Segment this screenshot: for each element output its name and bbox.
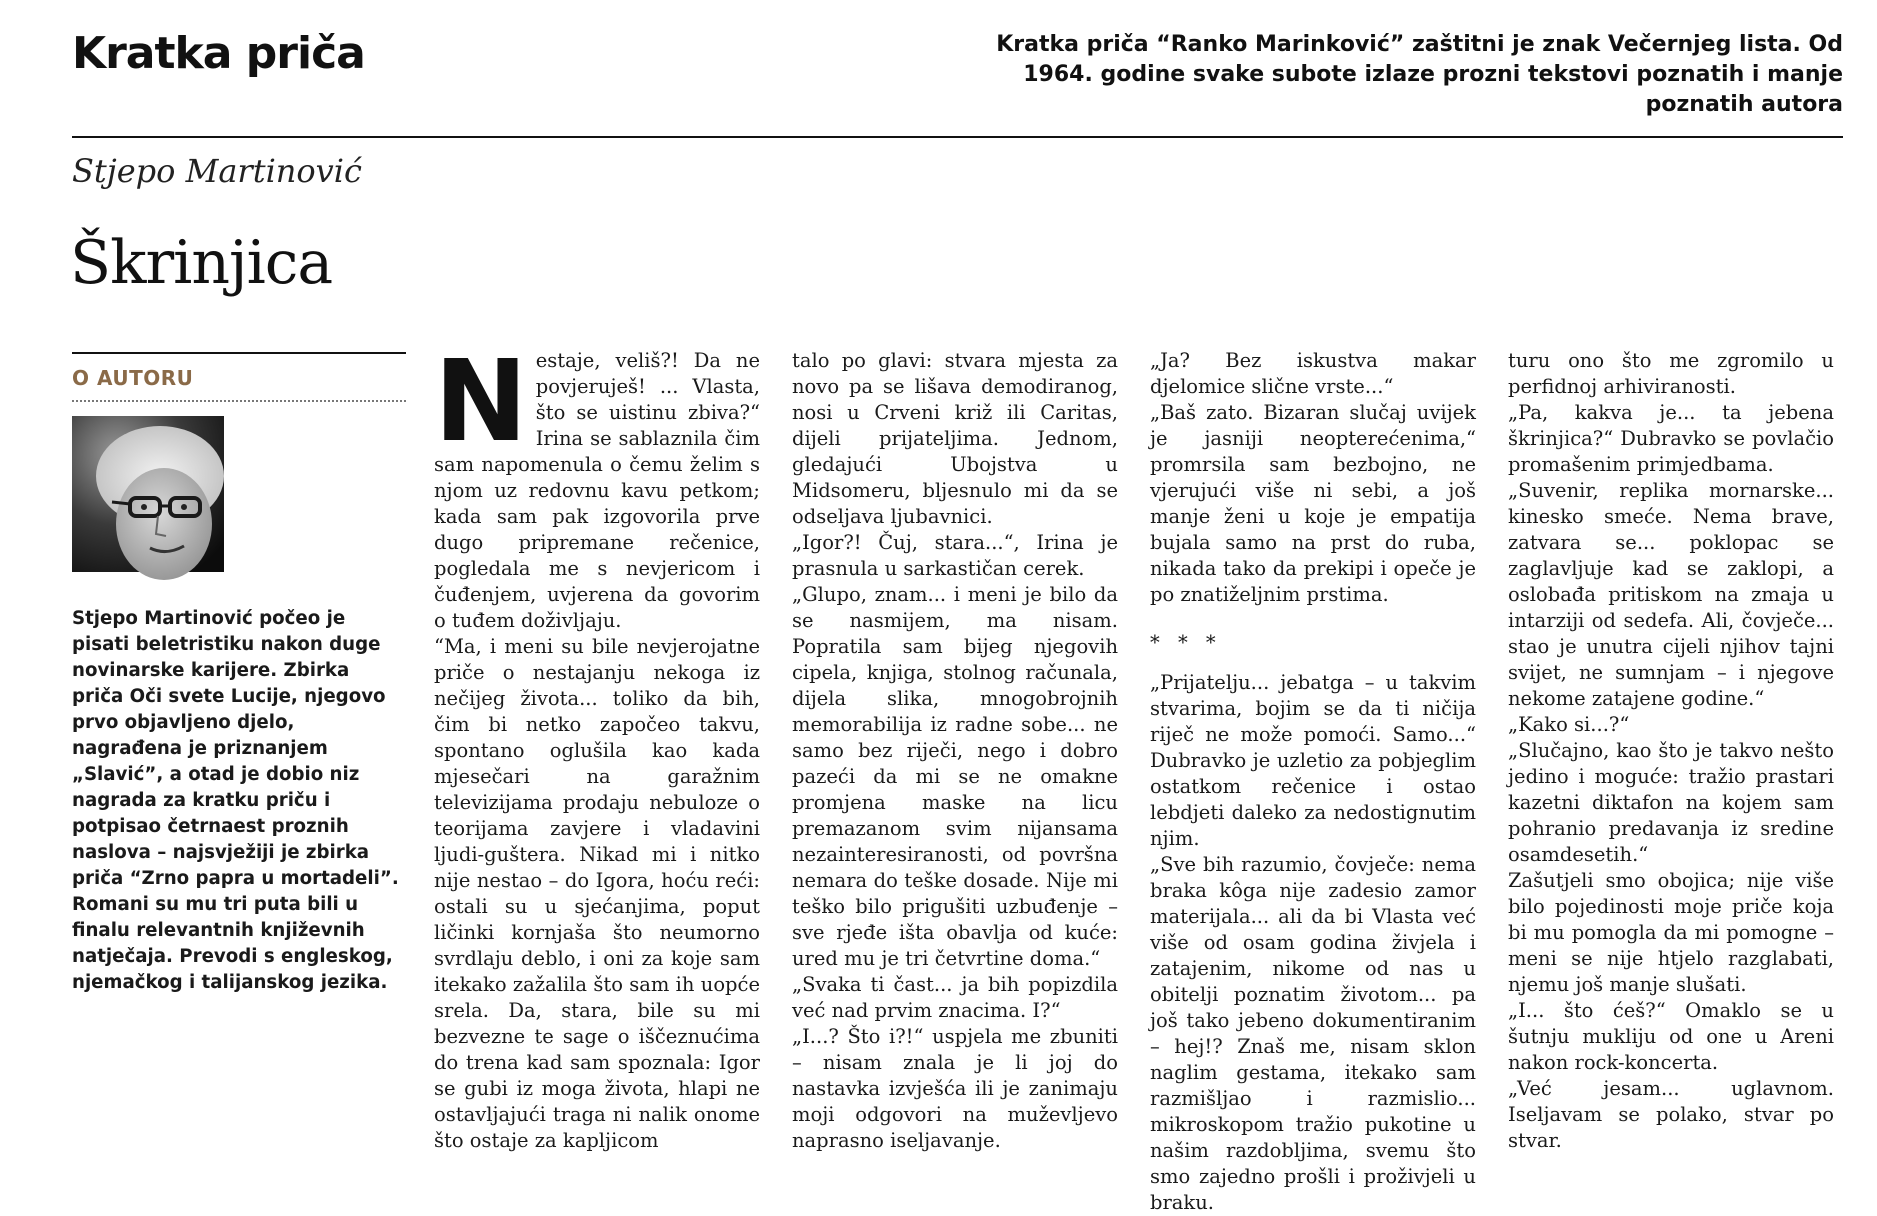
paragraph: „Igor?! Čuj, stara...“, Irina je prasnula u sarkastičan cerek. — [792, 531, 1118, 580]
sidebar-dotted-divider — [72, 400, 406, 402]
author-portrait-photo — [72, 416, 224, 572]
article-column-1 — [434, 337, 760, 1152]
article-column-3 — [1150, 348, 1476, 1214]
story-title: Škrinjica — [70, 228, 333, 298]
paragraph: „Suvenir, replika mornarske... kinesko smeće. Nema brave, zatvara se... poklopac se zaglavljuje kad se zaklopi, a oslobađa pritiskom na zmaja u intarziji od sedefa. Ali, čovječe... stao je unutra cijeli njihov tajni svijet, ne sumnjam – i njegove nekome zatajene godine.“ — [1508, 479, 1834, 710]
paragraph: „Svaka ti čast... ja bih popizdila već nad prvim znacima. I?“ — [792, 973, 1118, 1022]
paragraph: „Ja? Bez iskustva makar djelomice slične vrste...“ — [1150, 349, 1476, 398]
paragraph: „I... što ćeš?“ Omaklo se u šutnju mukliju od one u Areni nakon rock-koncerta. — [1508, 999, 1834, 1074]
section-title: Kratka priča — [72, 28, 365, 79]
section-break: * * * — [1150, 631, 1222, 654]
article-column-4 — [1508, 348, 1834, 1152]
paragraph: Zašutjeli smo obojica; nije više bilo pojedinosti moje priče koja bi mu pomogla da mi pomogne – meni se nije htjelo razglabati, njemu još manje slušati. — [1508, 869, 1834, 996]
paragraph: „Kako si...?“ — [1508, 713, 1630, 736]
paragraph: „Glupo, znam... i meni je bilo da se nasmijem, ma nisam. Popratila sam bijeg njegovih cipela, knjiga, stolnog računala, dijela slika, mnogobrojnih memorabilija iz radne sobe... ne samo bez riječi, nego i dobro pazeći da mi se ne omakne promjena maske na licu premazanom svim nijansama nezainteresiranosti, od površna nemara do teške dosade. Nije mi teško bilo prigušiti uzbuđenje – sve rjeđe išta obavlja od kuće: ured mu je tri četvrtine doma.“ — [792, 583, 1118, 970]
paragraph: talo po glavi: stvara mjesta za novo pa se lišava demodiranog, nosi u Crveni križ ili Caritas, dijeli prijateljima. Jednom, gledajući Ubojstva u Midsomeru, bljesnulo mi da se odseljava ljubavnici. — [792, 349, 1118, 528]
paragraph: turu ono što me zgromilo u perfidnoj arhiviranosti. — [1508, 349, 1834, 398]
paragraph: „Slučajno, kao što je takvo nešto jedino i moguće: tražio prastari kazetni diktafon na kojem sam pohranio predavanja iz sredine osamdesetih.“ — [1508, 739, 1834, 866]
paragraph: „Prijatelju... jebatga – u takvim stvarima, bojim se da ti ničija riječ ne može pomoći. Samo...“ Dubravko je uzletio za pobjeglim ostatkom rečenice i ostao lebdjeti daleko za nedostignutim njim. — [1150, 671, 1476, 850]
paragraph: “Ma, i meni su bile nevjerojatne priče o nestajanju nekoga iz nečijeg života... toliko da bih, čim bi netko započeo takvu, spontano oglušila kao kada mjesečari na garažnim televizijama prodaju nebuloze o teorijama zavjere i vladavini ljudi-guštera. Nikad mi i nitko nije nestao – do Igora, hoću reći: ostali su u sjećanjima, poput ličinki kornjaša što neumorno svrdlaju deblo, i oni za koje sam itekako zažalila što sam ih uopće srela. Da, stara, bile su mi bezvezne te sage o iščeznućima do trena kad sam spoznala: Igor se gubi iz moga života, hlapi ne ostavljajući traga ni nalik onome što ostaje za kapljicom — [434, 635, 760, 1152]
article-column-2 — [792, 348, 1118, 1152]
paragraph: estaje, veliš?! Da ne povjeruješ! ... Vlasta, što se uistinu zbiva?“ Irina se sablaznila čim sam napomenula o čemu želim s njom uz redovnu kavu petkom; kada sam pak izgovorila prve dugo pripremane rečenice, pogledala me s nevjericom i čuđenjem, uvjerena da govorim o tuđem doživljaju. — [434, 349, 760, 632]
about-author-sidebar — [72, 352, 406, 996]
sidebar-divider — [72, 352, 406, 354]
paragraph: „I...? Što i?!“ uspjela me zbuniti – nisam znala je li joj do nastavka izvješća ili je zanimaju moji odgovori na muževljevo naprasno iseljavanje. — [792, 1025, 1118, 1152]
author-bio: Stjepo Martinović počeo je pisati beletristiku nakon duge novinarske karijere. Zbirka priča Oči svete Lucije, njegovo prvo objavljeno djelo, nagrađena je priznanjem „Slavić”, a otad je dobio niz nagrada za kratku priču i potpisao četrnaest proznih naslova – najsvježiji je zbirka priča “Zrno papra u mortadeli”. Romani su mu tri puta bili u finalu relevantnih književnih natječaja. Prevodi s engleskog, njemačkog i talijanskog jezika. — [72, 608, 399, 993]
paragraph: „Sve bih razumio, čovječe: nema braka kôga nije zadesio zamor materijala... ali da bi Vlasta već više od osam godina živjela i zatajenim, nikome od nas u obitelji poznatim životom... pa još tako jebeno dokumentiranim – hej!? Znaš me, nisam sklon naglim gestama, itekako sam razmišljao i razmislio... mikroskopom tražio pukotine u našim razdobljima, svemu što smo zajedno prošli i proživjeli u braku. — [1150, 853, 1476, 1214]
paragraph: „Pa, kakva je... ta jebena škrinjica?“ Dubravko se povlačio promašenim primjedbama. — [1508, 401, 1834, 476]
section-tagline: Kratka priča “Ranko Marinković” zaštitni je znak Večernjeg lista. Od 1964. godine svake subote izlaze prozni tekstovi poznatih i manje poznatih autora — [996, 32, 1843, 117]
sidebar-heading: O AUTORU — [72, 366, 194, 390]
paragraph: „Baš zato. Bizaran slučaj uvijek je jasniji neopterećenima,“ promrsila sam bezbojno, ne vjerujući više ni sebi, a još manje ženi u koje je empatija bujala samo na prst do ruba, nikada tako da prekipi i opeče je po znatiželjnim prstima. — [1150, 401, 1476, 606]
header-divider — [72, 136, 1843, 138]
drop-cap: N — [434, 337, 528, 467]
paragraph: „Već jesam... uglavnom. Iseljavam se polako, stvar po stvar. — [1508, 1077, 1834, 1152]
author-byline: Stjepo Martinović — [72, 152, 362, 190]
